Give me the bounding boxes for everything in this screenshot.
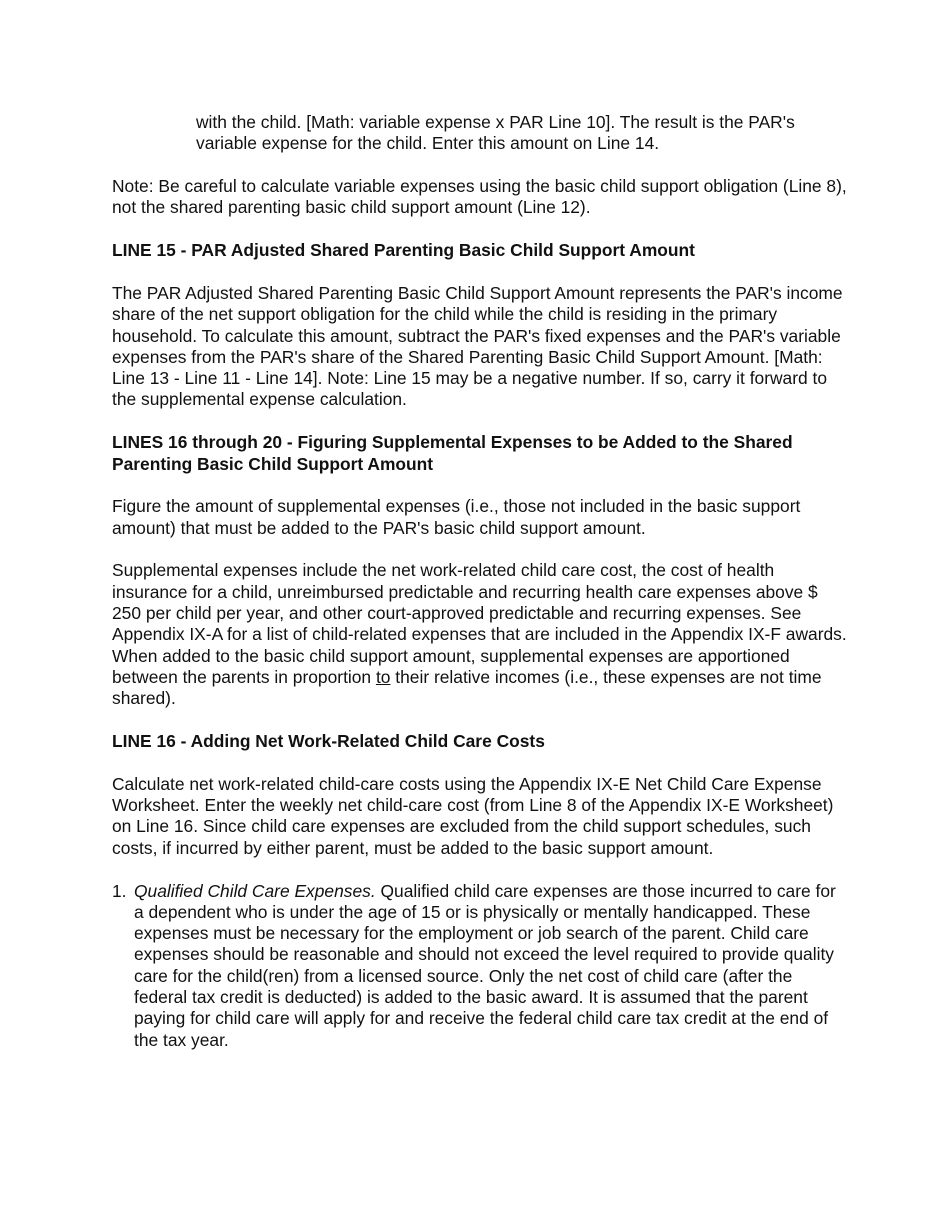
supplemental-text-part2: their relative incomes (i.e., these expenses are not time shared).: [112, 666, 822, 709]
list-item-title: Qualified Child Care Expenses.: [134, 880, 376, 901]
list-item: [112, 881, 847, 1051]
supplemental-text-part1: Supplemental expenses include the net work-related child care cost, the cost of health insurance for a child, unreimbursed predictable and recurring health care expenses above $ 250 per child per year, and other court-approved predictable and recurring expenses. See Appendix IX-A for a list of child-related expenses that are included in the Appendix IX-F awards. When added to the basic child support amount, supplemental expenses are apportioned between the parents in proportion: [112, 560, 847, 687]
note-paragraph: Note: Be careful to calculate variable expenses using the basic child support obligation (Line 8), not the shared parenting basic child support amount (Line 12).: [112, 176, 847, 218]
continuation-paragraph: with the child. [Math: variable expense x PAR Line 10]. The result is the PAR's variable expense for the child. Enter this amount on Line 14.: [196, 112, 795, 154]
line16-heading: LINE 16 - Adding Net Work-Related Child Care Costs: [112, 731, 545, 752]
supplemental-intro-paragraph: Figure the amount of supplemental expenses (i.e., those not included in the basic support amount) that must be added to the PAR's basic child support amount.: [112, 496, 801, 538]
underlined-word: to: [375, 666, 391, 687]
list-item-text: Qualified child care expenses are those incurred to care for a dependent who is under the age of 15 or is physically or mentally handicapped. These expenses must be necessary for the employment or job search of the parent. Child care expenses should be reasonable and should not exceed the level required to provide quality care for the child(ren) from a licensed source. Only the net cost of child care (after the federal tax credit is deducted) is added to the basic award. It is assumed that the parent paying for child care will apply for and receive the federal child care tax credit at the end of the tax year.: [134, 880, 836, 1050]
line16-paragraph: Calculate net work-related child-care costs using the Appendix IX-E Net Child Care Expense Worksheet. Enter the weekly net child-care cost (from Line 8 of the Appendix IX-E Worksheet) on Line 16. Since child care expenses are excluded from the child support schedules, such costs, if incurred by either parent, must be added to the basic support amount.: [112, 773, 834, 858]
line15-paragraph: The PAR Adjusted Shared Parenting Basic Child Support Amount represents the PAR's income share of the net support obligation for the child while the child is residing in the primary household. To calculate this amount, subtract the PAR's fixed expenses and the PAR's variable expenses from the PAR's share of the Shared Parenting Basic Child Support Amount. [Math: Line 13 - Line 11 - Line 14]. Note: Line 15 may be a negative number. If so, carry it forward to the supplemental expense calculation.: [112, 282, 843, 410]
supplemental-expenses-paragraph: [112, 560, 847, 709]
lines16to20-heading: LINES 16 through 20 - Figuring Supplemental Expenses to be Added to the Shared Parenting Basic Child Support Amount: [112, 432, 793, 474]
list-item-paragraph: [134, 881, 847, 1051]
line15-heading: LINE 15 - PAR Adjusted Shared Parenting Basic Child Support Amount: [112, 240, 695, 261]
list-item-number: 1.: [112, 880, 127, 901]
document-page: [112, 112, 847, 1051]
